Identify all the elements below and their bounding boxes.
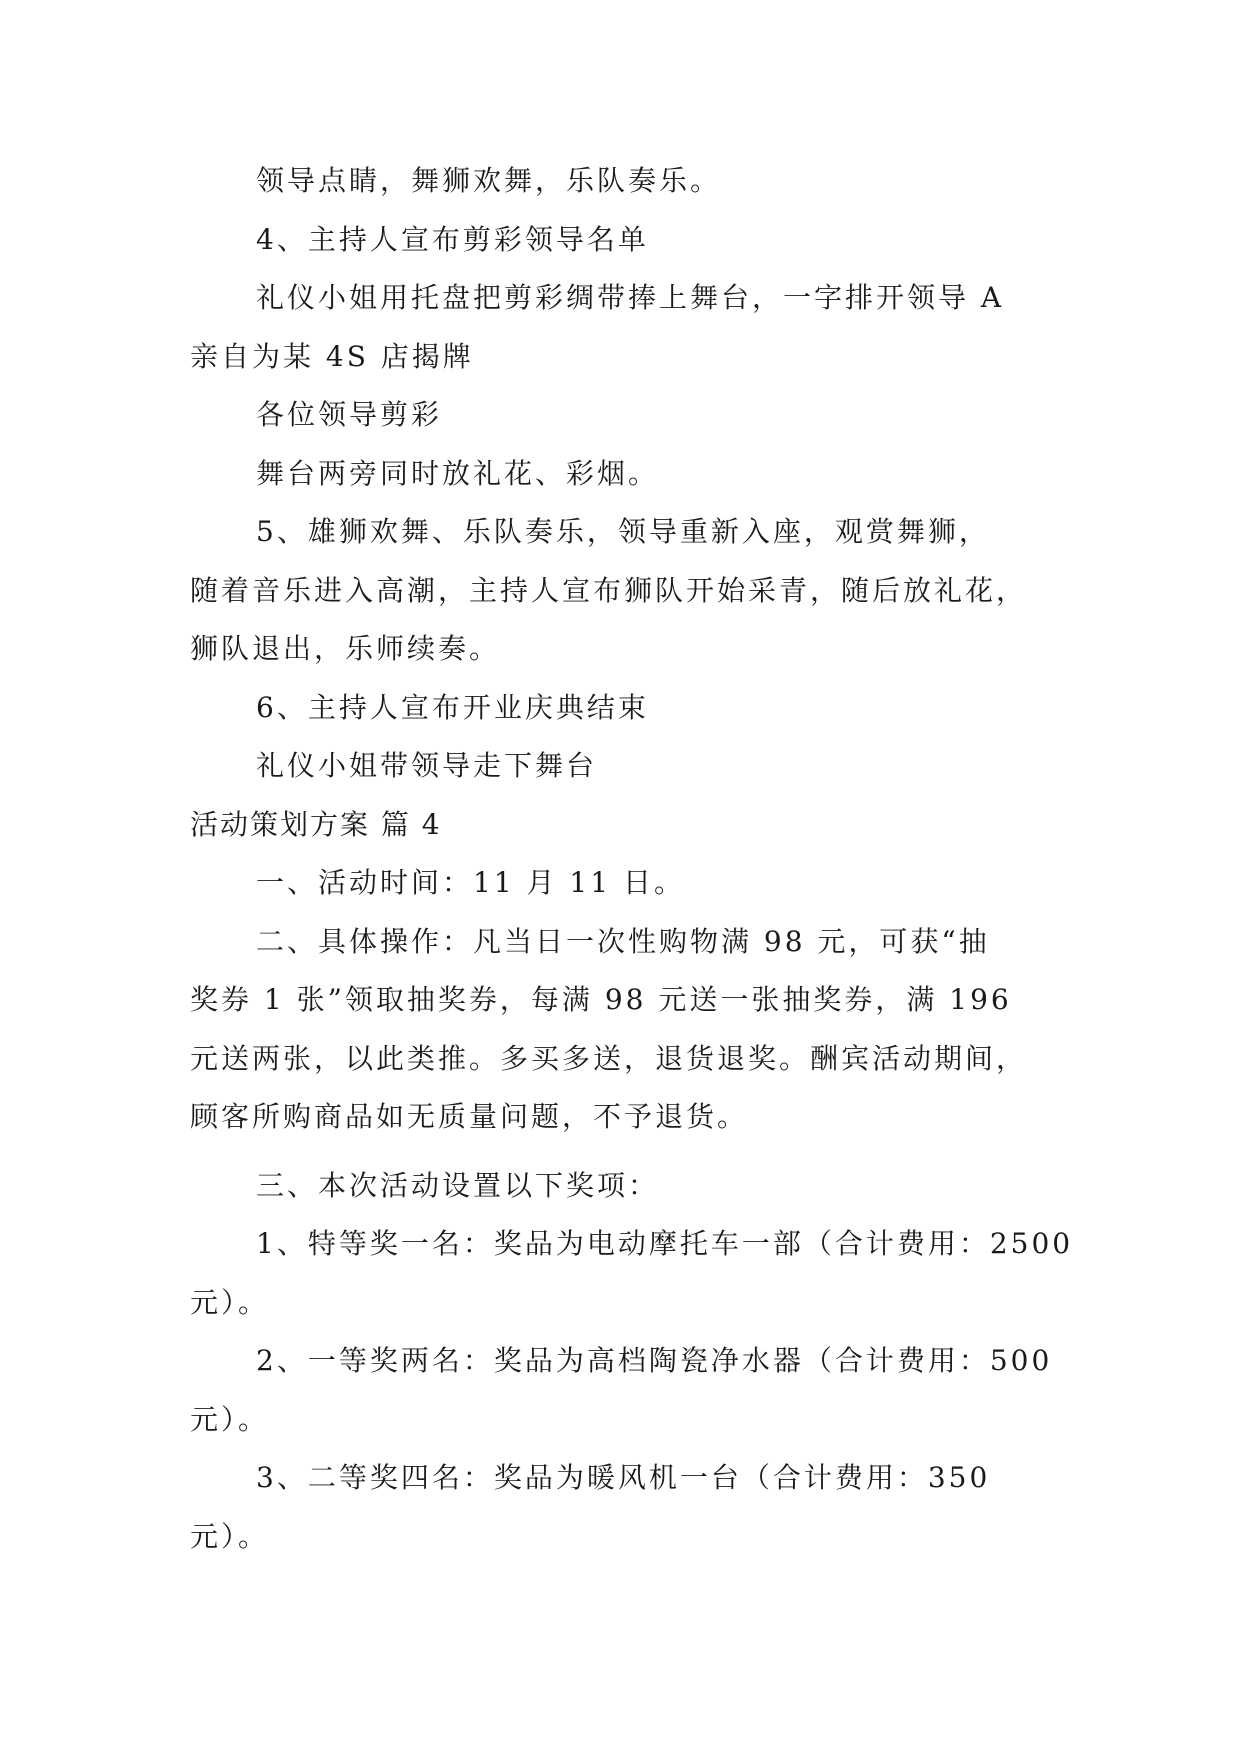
prizes-heading: 三、本次活动设置以下奖项： [256,1168,660,1202]
section-heading: 活动策划方案 篇 4 [190,807,442,841]
operation-paragraph: 二、具体操作：凡当日一次性购物满 98 元，可获“抽 [256,924,990,958]
paragraph-line: 各位领导剪彩 [256,398,443,431]
paragraph-line: 礼仪小姐带领导走下舞台 [256,749,598,782]
step-4-title: 4、主持人宣布剪彩领导名单 [256,222,649,256]
prize-special: 1、特等奖一名：奖品为电动摩托车一部（合计费用：2500 [256,1227,1074,1260]
paragraph-line: 元）。 [190,1285,270,1319]
paragraph-line: 狮队退出，乐师续奏。 [190,632,501,665]
paragraph-line: 元）。 [190,1402,270,1436]
paragraph-line: 领导点睛，舞狮欢舞，乐队奏乐。 [256,164,722,197]
step-6-title: 6、主持人宣布开业庆典结束 [256,690,649,724]
paragraph-line: 礼仪小姐用托盘把剪彩绸带捧上舞台，一字排开领导 A [256,281,1005,314]
paragraph-line: 舞台两旁同时放礼花、彩烟。 [256,456,660,490]
prize-second: 3、二等奖四名：奖品为暖风机一台（合计费用：350 [256,1461,991,1494]
step-5-paragraph: 5、雄狮欢舞、乐队奏乐，领导重新入座，观赏舞狮， [256,515,990,548]
paragraph-line: 奖券 1 张”领取抽奖券，每满 98 元送一张抽奖券，满 196 [190,983,1012,1016]
paragraph-line: 元）。 [190,1519,270,1553]
paragraph-line: 顾客所购商品如无质量问题，不予退货。 [190,1100,749,1133]
prize-first: 2、一等奖两名：奖品为高档陶瓷净水器（合计费用：500 [256,1344,1053,1377]
paragraph-line: 亲自为某 4S 店揭牌 [190,339,474,373]
paragraph-line: 元送两张，以此类推。多买多送，退货退奖。酬宾活动期间， [190,1041,1028,1075]
paragraph-line: 随着音乐进入高潮，主持人宣布狮队开始采青，随后放礼花， [190,573,1028,607]
document-body [190,152,1074,1566]
activity-time: 一、活动时间：11 月 11 日。 [256,866,685,899]
